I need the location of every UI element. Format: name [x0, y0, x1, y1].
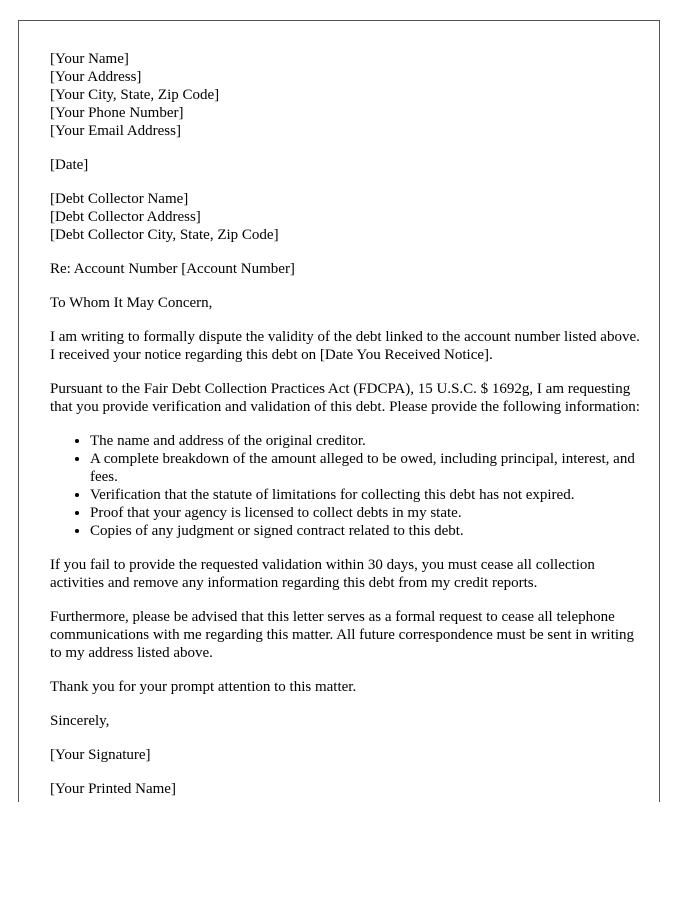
recipient-address: [Debt Collector Address]: [50, 209, 201, 225]
recipient-block: [50, 190, 640, 244]
sender-phone: [Your Phone Number]: [50, 105, 184, 121]
list-item: • Proof that your agency is licensed to collect debts in my state.: [90, 504, 640, 522]
sender-name: [Your Name]: [50, 51, 129, 67]
recipient-city-state-zip: [Debt Collector City, State, Zip Code]: [50, 227, 279, 243]
letter-date: [Date]: [50, 157, 89, 173]
paragraph-dispute: I am writing to formally dispute the validity of the debt linked to the account number listed above. I received your notice regarding this debt on [Date You Received Notice].: [50, 329, 640, 363]
re-line: Re: Account Number [Account Number]: [50, 261, 295, 277]
sender-city-state-zip: [Your City, State, Zip Code]: [50, 87, 220, 103]
paragraph-validation-deadline: If you fail to provide the requested validation within 30 days, you must cease all collection activities and remove any information regarding this debt from my credit reports.: [50, 557, 595, 591]
list-item: • The name and address of the original creditor.: [90, 432, 640, 450]
list-item: • Verification that the statute of limitations for collecting this debt has not expired.: [90, 486, 640, 504]
paragraph-cease-communications: Furthermore, please be advised that this letter serves as a formal request to cease all telephone communications with me regarding this matter. All future correspondence must be sent in writing to my address listed above.: [50, 609, 635, 661]
printed-name-placeholder: [Your Printed Name]: [50, 781, 176, 797]
sender-address: [Your Address]: [50, 69, 142, 85]
letter-body: [50, 50, 640, 802]
signature-placeholder: [Your Signature]: [50, 747, 151, 763]
sender-block: [50, 50, 640, 140]
letter-page: [18, 20, 660, 802]
paragraph-fdcpa-request: Pursuant to the Fair Debt Collection Practices Act (FDCPA), 15 U.S.C. $ 1692g, I am requesting that you provide verification and validation of this debt. Please provide the following information:: [50, 381, 640, 415]
recipient-name: [Debt Collector Name]: [50, 191, 189, 207]
closing: Sincerely,: [50, 713, 110, 729]
requested-items-list: [50, 432, 640, 540]
list-item: • A complete breakdown of the amount alleged to be owed, including principal, interest, and fees.: [90, 450, 640, 486]
sender-email: [Your Email Address]: [50, 123, 181, 139]
salutation: To Whom It May Concern,: [50, 295, 213, 311]
paragraph-thanks: Thank you for your prompt attention to this matter.: [50, 679, 357, 695]
list-item: • Copies of any judgment or signed contract related to this debt.: [90, 522, 640, 540]
